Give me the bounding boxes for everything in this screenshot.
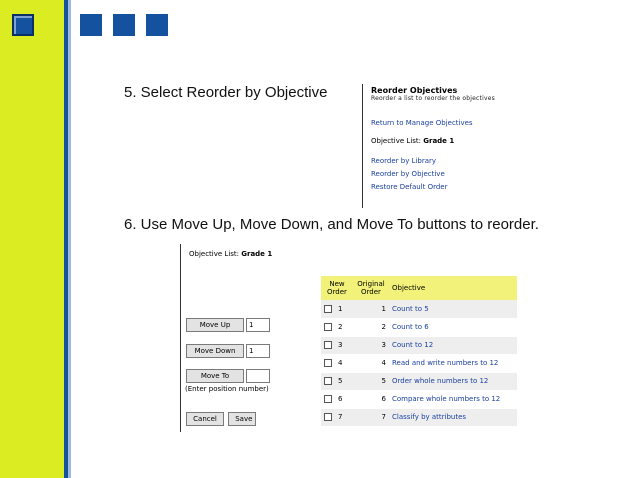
restore-default-order-link[interactable]: Restore Default Order	[371, 183, 448, 191]
table-header-new-order: New Order	[321, 276, 353, 300]
objectives-table	[321, 276, 517, 427]
new-order-cell: 1	[321, 300, 353, 318]
new-order-cell: 7	[321, 408, 353, 426]
form-actions	[186, 412, 256, 426]
objective-cell: Compare whole numbers to 12	[389, 390, 517, 408]
square-icon	[80, 14, 102, 36]
objective-cell: Read and write numbers to 12	[389, 354, 517, 372]
move-up-input[interactable]: 1	[246, 318, 270, 332]
original-order-cell: 6	[353, 390, 389, 408]
square-icon	[146, 14, 168, 36]
row-checkbox[interactable]	[324, 305, 332, 313]
original-order-cell: 7	[353, 408, 389, 426]
move-to-input[interactable]	[246, 369, 270, 383]
row-checkbox[interactable]	[324, 377, 332, 385]
table-row[interactable]	[321, 336, 517, 354]
move-down-input[interactable]: 1	[246, 344, 270, 358]
row-checkbox[interactable]	[324, 395, 332, 403]
table-row[interactable]	[321, 354, 517, 372]
original-order-cell: 4	[353, 354, 389, 372]
table-row[interactable]	[321, 390, 517, 408]
table-row[interactable]	[321, 372, 517, 390]
table-header-original-order: Original Order	[353, 276, 389, 300]
reorder-controls-panel	[180, 244, 520, 432]
move-to-row	[186, 369, 270, 383]
square-icon	[12, 14, 34, 36]
new-order-cell: 4	[321, 354, 353, 372]
move-down-row	[186, 344, 270, 358]
panel-subtitle: Reorder a list to reorder the objectives	[371, 95, 495, 102]
objective-cell: Count to 6	[389, 318, 517, 336]
table-row[interactable]	[321, 318, 517, 336]
move-down-button[interactable]: Move Down	[186, 344, 244, 358]
original-order-cell: 3	[353, 336, 389, 354]
square-icon	[113, 14, 135, 36]
reorder-objectives-panel	[362, 84, 522, 208]
row-checkbox[interactable]	[324, 323, 332, 331]
move-to-button[interactable]: Move To	[186, 369, 244, 383]
table-header-objective: Objective	[389, 276, 517, 300]
move-up-row	[186, 318, 270, 332]
step-5-text: 5. Select Reorder by Objective	[124, 84, 328, 101]
objective-cell: Count to 5	[389, 300, 517, 318]
row-checkbox[interactable]	[324, 413, 332, 421]
new-order-cell: 3	[321, 336, 353, 354]
row-checkbox[interactable]	[324, 359, 332, 367]
table-row[interactable]	[321, 408, 517, 426]
objective-list-label: Objective List: Grade 1	[189, 250, 273, 258]
move-up-button[interactable]: Move Up	[186, 318, 244, 332]
return-link[interactable]: Return to Manage Objectives	[371, 119, 473, 127]
new-order-cell: 5	[321, 372, 353, 390]
original-order-cell: 2	[353, 318, 389, 336]
cancel-button[interactable]: Cancel	[186, 412, 224, 426]
reorder-by-objective-link[interactable]: Reorder by Objective	[371, 170, 445, 178]
save-button[interactable]: Save	[228, 412, 256, 426]
new-order-cell: 2	[321, 318, 353, 336]
step-6-text: 6. Use Move Up, Move Down, and Move To buttons to reorder.	[124, 216, 539, 233]
new-order-cell: 6	[321, 390, 353, 408]
position-hint: (Enter position number)	[185, 385, 269, 393]
objective-list-label: Objective List: Grade 1	[371, 137, 455, 145]
objective-cell: Count to 12	[389, 336, 517, 354]
table-row[interactable]	[321, 300, 517, 318]
reorder-by-library-link[interactable]: Reorder by Library	[371, 157, 437, 165]
left-accent-bar	[0, 0, 64, 478]
original-order-cell: 5	[353, 372, 389, 390]
left-thin-stripe	[68, 0, 71, 478]
objective-cell: Order whole numbers to 12	[389, 372, 517, 390]
objective-list-value: Grade 1	[423, 137, 455, 145]
objective-list-value: Grade 1	[241, 250, 273, 258]
row-checkbox[interactable]	[324, 341, 332, 349]
original-order-cell: 1	[353, 300, 389, 318]
panel-title: Reorder Objectives	[371, 86, 458, 95]
objective-cell: Classify by attributes	[389, 408, 517, 426]
